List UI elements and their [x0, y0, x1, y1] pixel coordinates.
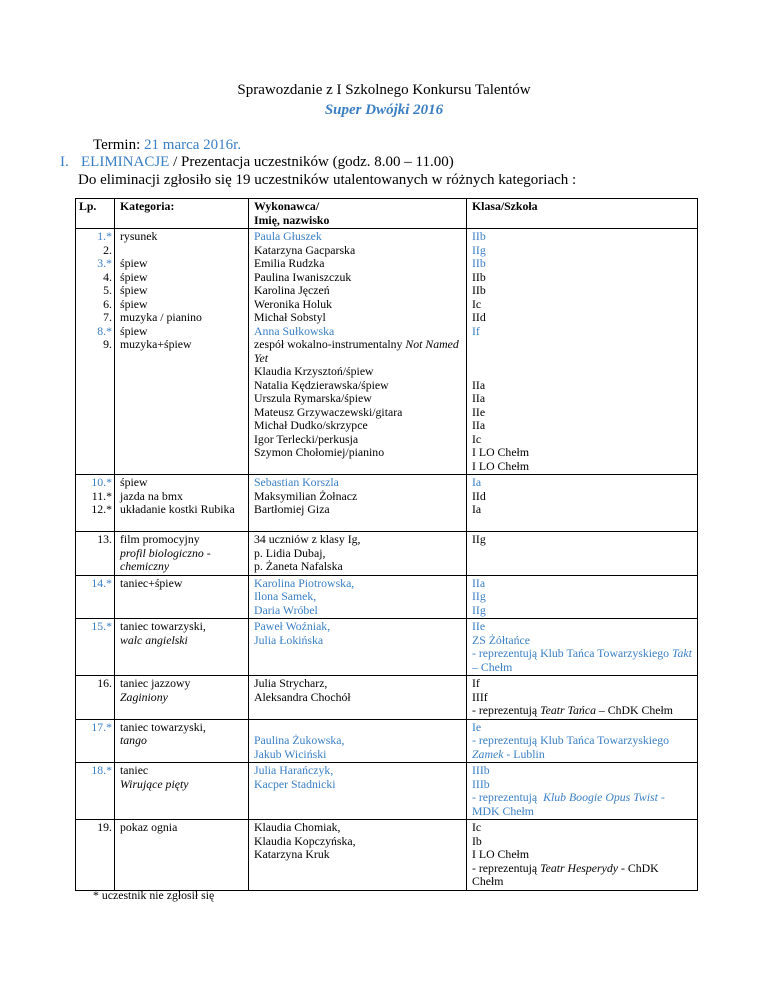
lp-spacer: [81, 517, 112, 531]
band-name: Not Named Yet: [254, 337, 459, 365]
section-name: ELIMINACJE: [81, 154, 170, 170]
kategoria-value: rysunek: [120, 229, 158, 243]
rep-prefix: - reprezentują Klub Tańca Towarzyskiego: [472, 733, 670, 747]
header-wykonawca-line: Imię, nazwisko: [254, 212, 330, 227]
kategoria-value: taniec towarzyski,: [120, 719, 206, 734]
klasa-value: IIb: [472, 256, 486, 270]
klasa-spacer: [472, 352, 692, 366]
lp-cell: 13.: [76, 532, 115, 576]
wykonawca-cell: [249, 676, 467, 720]
header-wykonawca-line: Wykonawca/: [254, 199, 320, 213]
kategoria-value: taniec towarzyski,: [120, 619, 206, 633]
klasa-value: IIIb: [472, 763, 490, 777]
wykonawca-value: Aleksandra Chochół: [254, 689, 351, 704]
klasa-cell: [467, 229, 698, 475]
klasa-value: Ic: [472, 296, 482, 311]
wykonawca-value: Jakub Wiciński: [254, 746, 327, 761]
wykonawca-value: Klaudia Kopczyńska,: [254, 833, 356, 848]
termin-line: [93, 137, 241, 154]
header-wykonawca: [249, 199, 467, 229]
representation-note: [472, 862, 692, 889]
band-member: Klaudia Krzysztoń/śpiew: [254, 364, 374, 378]
lp-value: 17.*: [91, 719, 112, 734]
wykonawca-cell: [249, 475, 467, 532]
band-member: Natalia Kędzierawska/śpiew: [254, 377, 389, 392]
header-kategoria: Kategoria:: [115, 199, 249, 229]
wykonawca-value: Daria Wróbel: [254, 602, 318, 617]
lp-value: 15.*: [91, 619, 112, 633]
termin-date: 21 marca 2016r.: [144, 137, 242, 153]
lp-value: 8.*: [97, 323, 112, 338]
rep-suffix: - ChDK Chełm: [472, 860, 659, 888]
klasa-value: Ie: [472, 719, 482, 734]
kategoria-detail: walc angielski: [120, 632, 188, 647]
wykonawca-value: Klaudia Chomiak,: [254, 820, 341, 834]
lp-value: 1.*: [97, 229, 112, 243]
klasa-value: Ia: [472, 475, 482, 489]
wykonawca-value: Kacper Stadnicki: [254, 776, 336, 791]
rep-prefix: - reprezentują: [472, 860, 541, 875]
intro-text: Do eliminacji zgłosiło się 19 uczestników utalentowanych w różnych kategoriach :: [78, 172, 577, 188]
rep-suffix: – ChDK Chełm: [595, 703, 673, 717]
klasa-value: IIa: [472, 575, 486, 590]
band-member: Urszula Rymarska/śpiew: [254, 391, 372, 405]
kategoria-value: jazda na bmx: [120, 488, 183, 503]
band-member: Mateusz Grzywaczewski/gitara: [254, 404, 403, 419]
header-lp: Lp.: [76, 199, 115, 229]
representation-note: [472, 647, 692, 674]
wykonawca-value: Julia Łokińska: [254, 632, 324, 647]
wykonawca-value: Michał Sobstyl: [254, 310, 326, 324]
lp-spacer: [81, 379, 112, 393]
wykonawca-value: p. Lidia Dubaj,: [254, 545, 326, 560]
kategoria-detail: Wirujące pięty: [120, 776, 189, 791]
lp-value: 2.: [103, 242, 112, 257]
kategoria-cell: [115, 676, 249, 720]
lp-spacer: [81, 392, 112, 406]
table-row: [76, 763, 698, 820]
klasa-value: IIIb: [472, 776, 490, 791]
lp-spacer: [81, 419, 112, 433]
klasa-spacer: [472, 338, 692, 352]
klasa-value: Ic: [472, 820, 482, 834]
table-row: [76, 676, 698, 720]
rep-suffix: – Chełm: [472, 659, 513, 674]
document-title: Sprawozdanie z I Szkolnego Konkursu Talentów: [237, 82, 531, 98]
lp-value: 5.: [103, 283, 112, 297]
klasa-value: If: [472, 676, 480, 690]
kategoria-value: śpiew: [120, 256, 148, 270]
klasa-value: IIg: [472, 602, 486, 617]
kategoria-cell: [115, 619, 249, 676]
wykonawca-cell: [249, 575, 467, 619]
kategoria-detail: Zaginiony: [120, 689, 168, 704]
band-member: Michał Dudko/skrzypce: [254, 418, 368, 432]
kategoria-cell: [115, 532, 249, 576]
wykonawca-value: Paweł Woźniak,: [254, 619, 331, 633]
band-description: [254, 338, 461, 365]
klasa-value: IIb: [472, 283, 486, 297]
klasa-value: IId: [472, 310, 486, 324]
table-row: [76, 820, 698, 891]
klasa-value: IIb: [472, 269, 486, 284]
wykonawca-cell: [249, 763, 467, 820]
klasa-value: Ia: [472, 502, 482, 516]
table-row: [76, 475, 698, 532]
kategoria-cell: [115, 229, 249, 475]
kategoria-value: taniec jazzowy: [120, 676, 191, 690]
rep-name: Zamek: [472, 746, 504, 761]
representation-note: [472, 734, 692, 761]
section-description: / Prezentacja uczestników (godz. 8.00 – 11.00): [169, 154, 454, 170]
participants-table: [75, 198, 698, 891]
klasa-value: ZS Żółtańce: [472, 632, 530, 647]
wykonawca-value: Bartłomiej Giza: [254, 502, 330, 516]
klasa-value: IIb: [472, 229, 486, 243]
kategoria-value: [120, 244, 243, 258]
klasa-value: IId: [472, 488, 486, 503]
wykonawca-value: Paulina Iwaniszczuk: [254, 269, 352, 284]
rep-suffix: - Lublin: [503, 746, 545, 761]
lp-cell: 16.: [76, 676, 115, 720]
kategoria-value: śpiew: [120, 296, 148, 311]
lp-spacer: [81, 352, 112, 366]
lp-value: 6.: [103, 296, 112, 311]
band-member: Szymon Chołomiej/pianino: [254, 445, 385, 459]
klasa-value: IIa: [472, 391, 486, 405]
klasa-value: IIe: [472, 404, 486, 419]
wykonawca-value: Julia Strycharz,: [254, 676, 328, 690]
lp-value: 14.*: [91, 575, 112, 590]
klasa-value: IIIf: [472, 689, 488, 704]
representation-note: [472, 704, 692, 718]
klasa-value: I LO Chełm: [472, 445, 530, 459]
header-klasa: Klasa/Szkoła: [467, 199, 698, 229]
wykonawca-value: Katarzyna Gacparska: [254, 242, 356, 257]
kategoria-value: muzyka+śpiew: [120, 337, 192, 351]
lp-cell: 19.: [76, 820, 115, 891]
klasa-spacer: [472, 365, 692, 379]
klasa-value: Ib: [472, 833, 482, 848]
wykonawca-value: Ilona Samek,: [254, 589, 317, 603]
band-prefix: zespół wokalno-instrumentalny: [254, 337, 406, 351]
lp-value: 11.*: [91, 488, 112, 503]
lp-cell: [76, 575, 115, 619]
wykonawca-cell: [249, 619, 467, 676]
lp-value: 4.: [103, 269, 112, 284]
band-member: Igor Terlecki/perkusja: [254, 431, 359, 446]
kategoria-value: muzyka / pianino: [120, 310, 202, 324]
kategoria-cell: taniec+śpiew: [115, 575, 249, 619]
klasa-cell: [467, 475, 698, 532]
lp-value: 3.*: [97, 256, 112, 270]
section-number: I.: [60, 154, 69, 170]
kategoria-value: śpiew: [120, 323, 148, 338]
wykonawca-value: Anna Sułkowska: [254, 323, 335, 338]
representation-note: [472, 791, 692, 818]
kategoria-value: film promocyjny: [120, 532, 200, 546]
klasa-value: IIg: [472, 589, 486, 603]
section-heading: [60, 154, 454, 171]
lp-value: 7.: [103, 310, 112, 324]
rep-prefix: - reprezentują Klub Tańca Towarzyskiego: [472, 646, 673, 660]
klasa-value: IIa: [472, 377, 486, 392]
wykonawca-value: 34 uczniów z klasy Ig,: [254, 532, 361, 546]
wykonawca-value: Paula Głuszek: [254, 229, 322, 243]
termin-label: Termin:: [93, 137, 141, 153]
footnote: * uczestnik nie zgłosił się: [93, 888, 215, 902]
klasa-cell: [467, 719, 698, 763]
lp-cell: [76, 619, 115, 676]
kategoria-cell: [115, 475, 249, 532]
kategoria-cell: [115, 719, 249, 763]
rep-prefix: - reprezentują: [472, 790, 544, 804]
wykonawca-cell: [249, 532, 467, 576]
rep-name: Takt: [672, 646, 692, 660]
wykonawca-cell: [249, 719, 467, 763]
kategoria-detail: profil biologiczno - chemiczny: [120, 545, 211, 573]
klasa-value: IIe: [472, 619, 486, 633]
klasa-value: I LO Chełm: [472, 458, 530, 473]
lp-cell: [76, 763, 115, 820]
kategoria-value: taniec: [120, 763, 149, 777]
rep-prefix: - reprezentują: [472, 703, 541, 717]
lp-value: 12.*: [91, 502, 112, 516]
table-row: [76, 575, 698, 619]
document-subtitle: Super Dwójki 2016: [324, 102, 444, 118]
wykonawca-value: Julia Harańczyk,: [254, 763, 334, 777]
wykonawca-value: Karolina Piotrowska,: [254, 575, 355, 590]
lp-value: 9.: [103, 337, 112, 351]
wykonawca-value: Sebastian Korszla: [254, 475, 339, 489]
lp-value: 10.*: [91, 475, 112, 489]
klasa-value: Ic: [472, 431, 482, 446]
rep-name: Teatr Tańca: [540, 703, 596, 717]
kategoria-detail: tango: [120, 733, 147, 747]
rep-name: Teatr Hesperydy: [540, 860, 618, 875]
klasa-value: I LO Chełm: [472, 847, 530, 861]
rep-name: Klub Boogie Opus Twist: [543, 790, 658, 804]
kategoria-cell: pokaz ognia: [115, 820, 249, 891]
wykonawca-value: Katarzyna Kruk: [254, 847, 330, 861]
lp-spacer: [81, 406, 112, 420]
kategoria-cell: [115, 763, 249, 820]
lp-spacer: [81, 433, 112, 447]
table-row: [76, 619, 698, 676]
klasa-cell: [467, 575, 698, 619]
kategoria-value: śpiew: [120, 283, 148, 297]
lp-cell: [76, 475, 115, 532]
lp-value: 18.*: [91, 763, 112, 777]
wykonawca-value: p. Żaneta Nafalska: [254, 559, 343, 573]
lp-spacer: [81, 365, 112, 379]
wykonawca-value: Weronika Holuk: [254, 296, 333, 311]
lp-spacer: [81, 446, 112, 460]
table-row: [76, 532, 698, 576]
table-row: [76, 719, 698, 763]
klasa-value: IIg: [472, 242, 486, 257]
klasa-cell: [467, 763, 698, 820]
klasa-cell: IIg: [467, 532, 698, 576]
wykonawca-value: Karolina Jęczeń: [254, 283, 330, 297]
wykonawca-value: [254, 721, 461, 735]
klasa-cell: [467, 619, 698, 676]
kategoria-value: układanie kostki Rubika: [120, 502, 235, 516]
wykonawca-cell: [249, 229, 467, 475]
kategoria-value: śpiew: [120, 269, 148, 284]
klasa-value: If: [472, 323, 480, 338]
lp-cell: [76, 719, 115, 763]
wykonawca-value: Emilia Rudzka: [254, 256, 325, 270]
klasa-value: IIa: [472, 418, 486, 432]
lp-cell: [76, 229, 115, 475]
klasa-cell: [467, 820, 698, 891]
wykonawca-value: Paulina Żukowska,: [254, 733, 345, 747]
table-row: [76, 229, 698, 475]
kategoria-value: śpiew: [120, 475, 148, 489]
wykonawca-cell: [249, 820, 467, 891]
wykonawca-value: Maksymilian Żołnacz: [254, 488, 358, 503]
klasa-cell: [467, 676, 698, 720]
rep-suffix: - MDK Chełm: [472, 790, 665, 818]
table-header-row: [76, 199, 698, 229]
